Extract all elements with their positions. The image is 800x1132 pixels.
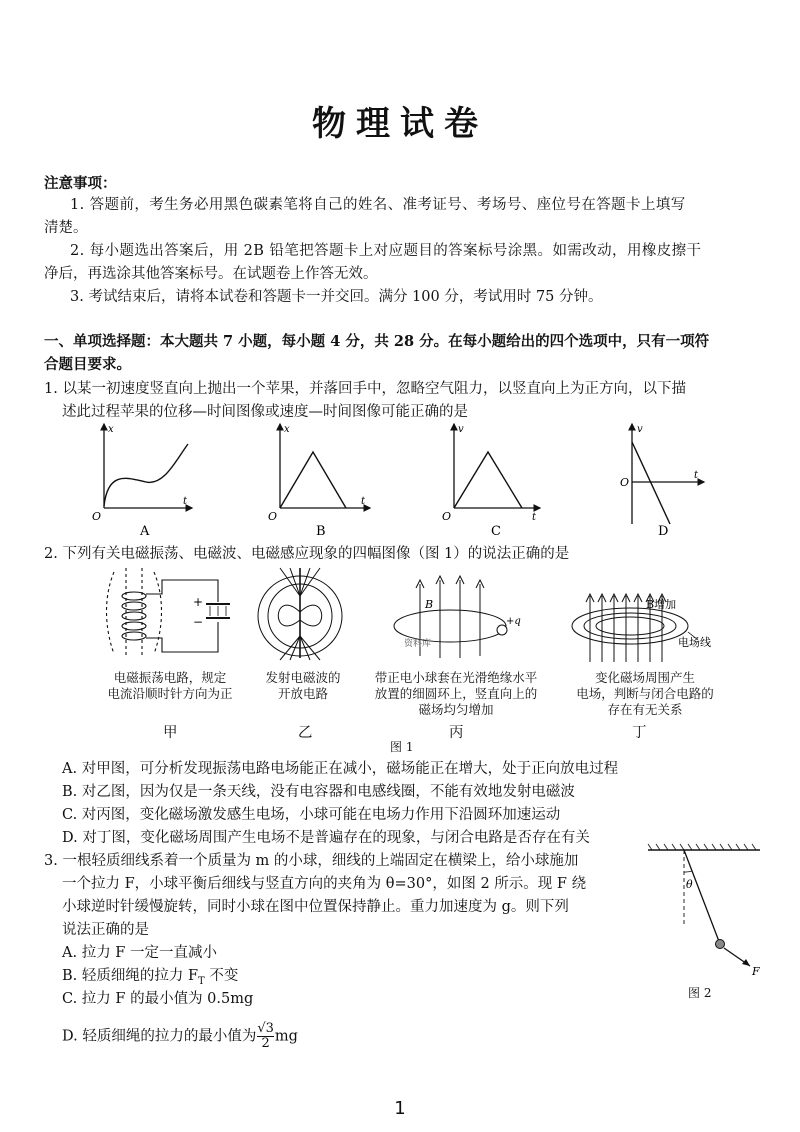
- notice-heading: 注意事项：: [44, 175, 117, 192]
- graph-b-yaxis: x: [284, 424, 290, 435]
- q3-option-b: B. 轻质细绳的拉力 $F_T$ 不变: [62, 968, 239, 987]
- watermark-text: 资料库: [404, 639, 432, 649]
- q3-option-c: C. 拉力 F 的最小值为 0.5mg: [62, 991, 254, 1007]
- section-heading-cont: 合题目要求。: [44, 356, 131, 373]
- notice-item-2: 2. 每小题选出答案后，用 2B 铅笔把答题卡上对应题目的答案标号涂黑。如需改动，用橡皮擦干: [70, 243, 702, 259]
- question-1: 1. 以某一初速度竖直向上抛出一个苹果，并落回手中，忽略空气阻力，以竖直向上为正方向，以下描: [44, 381, 686, 397]
- q3-option-d: D. 轻质细绳的拉力的最小值为 $\frac{√3}{2}$ mg: [62, 1021, 298, 1051]
- notice-item-1-cont: 清楚。: [44, 220, 88, 236]
- section-heading: 一、单项选择题：本大题共 7 小题，每小题 4 分，共 28 分。在每小题给出的四个选项中，只有一项符: [44, 333, 710, 350]
- notice-item-3: 3. 考试结束后，请将本试卷和答题卡一并交回。满分 100 分，考试用时 75 分钟。: [70, 289, 603, 305]
- fig-yi-desc: 发射电磁波的 开放电路: [265, 670, 341, 701]
- fig-jia-desc: 电磁振荡电路，规定 电流沿顺时针方向为正: [107, 670, 233, 701]
- fig-bing-name: 丙: [449, 725, 464, 741]
- q3-option-a: A. 拉力 F 一定一直减小: [62, 945, 217, 961]
- q2-option-c: C. 对丙图，变化磁场激发感生电场，小球可能在电场力作用下沿圆环加速运动: [62, 807, 561, 823]
- graph-b-label: B: [316, 524, 326, 539]
- graph-a-yaxis: x: [108, 424, 114, 435]
- figure-2-diagram: [640, 842, 770, 1002]
- graph-d-origin: O: [620, 476, 630, 489]
- fig-jia-name: 甲: [163, 725, 178, 741]
- fig-ding-name: 丁: [632, 725, 647, 741]
- graph-a-xaxis: t: [183, 496, 188, 507]
- capacitor-minus: −: [193, 615, 204, 629]
- q2-option-a: A. 对甲图，可分析发现振荡电路电场能正在减小，磁场能正在增大，处于正向放电过程: [62, 761, 619, 777]
- q2-figures: [100, 566, 740, 662]
- graph-b: [268, 424, 370, 539]
- graph-d: [620, 424, 704, 539]
- graph-b-origin: O: [268, 510, 278, 523]
- page-title: 物理试卷: [312, 104, 488, 144]
- figure-jia: [107, 568, 231, 658]
- graph-c-label: C: [491, 524, 501, 539]
- graph-c-xaxis: t: [532, 512, 537, 523]
- graph-a: [92, 424, 192, 539]
- question-3: 3. 一根轻质细线系着一个质量为 m 的小球，细线的上端固定在横梁上，给小球施加: [44, 853, 579, 869]
- fig-yi-name: 乙: [298, 725, 313, 741]
- notice-item-1: 1. 答题前，考生务必用黑色碳素笔将自己的姓名、准考证号、考场号、座位号在答题卡上填写: [70, 197, 686, 213]
- fig-ding-desc: 变化磁场周围产生 电场，判断与闭合电路的 存在有无关系: [576, 670, 714, 717]
- graph-c: [442, 424, 540, 539]
- question-3-cont-2: 小球逆时针缓慢旋转，同时小球在图中位置保持静止。重力加速度为 g。则下列: [62, 899, 569, 915]
- graph-d-label: D: [658, 524, 669, 539]
- figure-2-caption: 图 2: [688, 986, 712, 1000]
- question-3-cont-3: 说法正确的是: [62, 922, 149, 938]
- graph-a-label: A: [140, 524, 150, 539]
- graph-d-yaxis: v: [637, 424, 643, 435]
- question-1-cont: 述此过程苹果的位移—时间图像或速度—时间图像可能正确的是: [62, 404, 468, 420]
- fig2-force: F: [752, 965, 760, 978]
- figure-1-caption: 图 1: [390, 740, 414, 754]
- graph-d-xaxis: t: [694, 470, 699, 481]
- fig2-theta: θ: [686, 878, 693, 891]
- graph-c-yaxis: v: [458, 424, 464, 435]
- question-3-cont-1: 一个拉力 F，小球平衡后细线与竖直方向的夹角为 θ=30°，如图 2 所示。现 F 绕: [62, 876, 587, 892]
- bing-q-label: +q: [506, 616, 521, 627]
- q1-graphs: [80, 420, 720, 542]
- bing-b-label: B: [425, 598, 434, 611]
- question-2: 2. 下列有关电磁振荡、电磁波、电磁感应现象的四幅图像（图 1）的说法正确的是: [44, 546, 570, 562]
- q2-option-d: D. 对丁图，变化磁场周围产生电场不是普遍存在的现象，与闭合电路是否存在有关: [62, 830, 590, 846]
- q2-option-b: B. 对乙图，因为仅是一条天线，没有电容器和电感线圈，不能有效地发射电磁波: [62, 784, 575, 800]
- page-number: 1: [394, 1098, 406, 1119]
- fig-bing-desc: 带正电小球套在光滑绝缘水平 放置的细圆环上，竖直向上的 磁场均匀增加: [374, 670, 538, 717]
- capacitor-plus: +: [193, 595, 204, 609]
- graph-b-xaxis: t: [361, 496, 366, 507]
- graph-a-origin: O: [92, 510, 102, 523]
- figure-yi: [258, 568, 342, 660]
- graph-c-origin: O: [442, 510, 452, 523]
- ding-field-line: 电场线: [678, 636, 711, 649]
- notice-item-2-cont: 净后，再选涂其他答案标号。在试题卷上作答无效。: [44, 266, 378, 282]
- ding-b-increase: B增加: [646, 598, 677, 611]
- figure-ding: [572, 594, 698, 662]
